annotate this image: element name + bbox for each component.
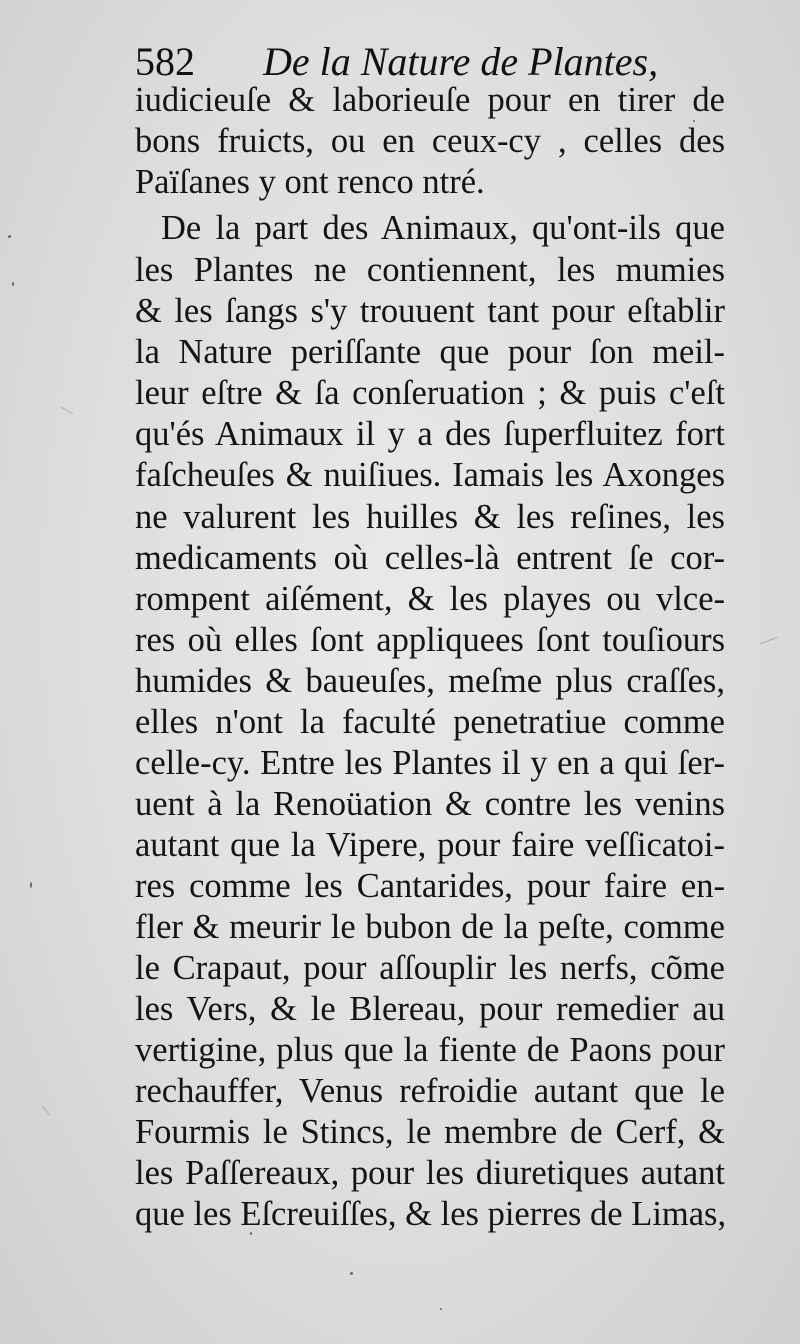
text-line: fler & meurir le bubon de la peſte, comme bbox=[135, 908, 725, 946]
text-line: res comme les Cantarides, pour faire en- bbox=[135, 867, 725, 905]
text-line: la Nature periſſante que pour ſon meil- bbox=[135, 333, 725, 371]
text-line: res où elles ſont appliquees ſont touſiours bbox=[135, 621, 725, 659]
text-line: medicaments où celles-là entrent ſe cor- bbox=[135, 539, 725, 577]
text-line: les Plantes ne contiennent, les mumies bbox=[135, 251, 725, 289]
paper-fiber bbox=[760, 637, 777, 644]
text-line: iudicieuſe & laborieuſe pour en tirer de bbox=[135, 81, 725, 119]
text-line: humides & baueuſes, meſme plus craſſes, bbox=[135, 662, 725, 700]
text-line: & les ſangs s'y trouuent tant pour eſtablir bbox=[135, 292, 725, 330]
text-line: Païſanes y ont renco ntré. bbox=[135, 163, 485, 201]
text-line: faſcheuſes & nuiſiues. Iamais les Axonges bbox=[135, 456, 725, 494]
text-line: le Crapaut, pour aſſouplir les nerfs, cõme bbox=[135, 949, 725, 987]
text-line: vertigine, plus que la fiente de Paons pour bbox=[135, 1031, 725, 1069]
paper-speck bbox=[8, 235, 11, 238]
text-line: leur eſtre & ſa conſeruation ; & puis c'eſt bbox=[135, 374, 725, 412]
text-line: qu'és Animaux il y a des ſuperfluitez fort bbox=[135, 415, 725, 453]
paper-speck bbox=[350, 1272, 353, 1275]
text-line: uent à la Renoüation & contre les venins bbox=[135, 785, 725, 823]
paper-speck bbox=[12, 282, 14, 286]
text-line: autant que la Vipere, pour faire veſſicatoi- bbox=[135, 826, 725, 864]
text-line: que les Eſcreuiſſes, & les pierres de Limas, bbox=[135, 1195, 727, 1233]
text-line: rechauffer, Venus refroidie autant que le bbox=[135, 1072, 725, 1110]
text-line: les Vers, & le Blereau, pour remedier au bbox=[135, 990, 725, 1028]
paper-fiber bbox=[42, 1106, 50, 1116]
text-line: bons fruicts, ou en ceux-cy , celles des bbox=[135, 122, 725, 160]
paragraph-start-line: De la part des Animaux, qu'ont-ils que bbox=[161, 209, 725, 247]
paper-speck bbox=[30, 882, 32, 888]
paper-fiber bbox=[61, 407, 74, 415]
text-line: celle-cy. Entre les Plantes il y en a qui ſer- bbox=[135, 744, 725, 782]
paper-speck bbox=[440, 1308, 442, 1310]
running-title: De la Nature de Plantes, bbox=[263, 39, 659, 84]
text-line: les Paſſereaux, pour les diuretiques autant bbox=[135, 1154, 725, 1192]
text-line: elles n'ont la faculté penetratiue comme bbox=[135, 703, 725, 741]
text-line: ne valurent les huilles & les reſines, les bbox=[135, 498, 725, 536]
text-line: Fourmis le Stincs, le membre de Cerf, & bbox=[135, 1113, 725, 1151]
page-number: 582 bbox=[135, 39, 195, 84]
text-line: rompent aiſément, & les playes ou vlce- bbox=[135, 580, 725, 618]
